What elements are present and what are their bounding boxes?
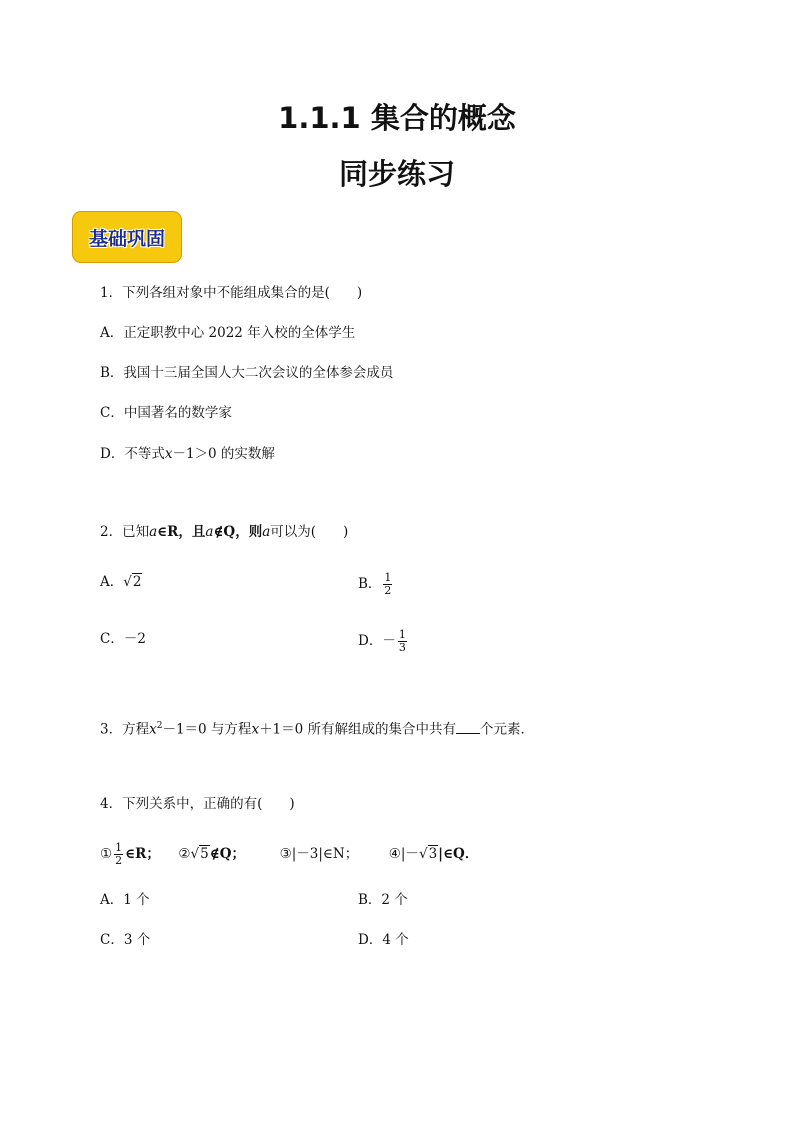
q2-notin-q: ∉Q，则 <box>213 524 263 540</box>
q2-option-a <box>100 572 142 592</box>
fraction <box>114 842 123 867</box>
sqrt-symbol: √3 <box>418 846 438 862</box>
q2-option-d <box>358 629 409 654</box>
q4-i4-prefix: ④|－ <box>388 846 419 862</box>
q1-option-b: B．我国十三届全国人大二次会议的全体参会成员 <box>100 365 394 381</box>
q4-i2-rel: ∉Q； <box>209 846 245 862</box>
sqrt-symbol: √2 <box>123 574 142 590</box>
q4-i1-mark: ① <box>100 846 113 862</box>
q4-option-a: A．1 个 <box>100 892 150 908</box>
fraction <box>383 572 392 597</box>
section-badge-label: 基础巩固 <box>88 227 165 250</box>
fraction-denominator: 2 <box>115 854 123 867</box>
q1-option-d <box>100 444 275 464</box>
q4-i2-mark: ② <box>178 846 191 862</box>
page-title: 1.1.1 集合的概念 <box>278 101 516 135</box>
fraction-numerator: 1 <box>398 628 406 641</box>
q3-exponent: 2 <box>156 721 163 731</box>
q2-a-radicand: 2 <box>132 574 142 590</box>
q3-prefix: 3．方程 <box>100 721 150 738</box>
page-subtitle: 同步练习 <box>338 157 455 191</box>
q4-i3: ③|－3|∈N； <box>279 846 359 862</box>
q4-i4-suffix: |∈Q． <box>438 846 479 862</box>
q4-stem: 4．下列关系中，正确的有( ) <box>100 796 295 812</box>
q1-d-suffix: －1＞0 的实数解 <box>172 446 275 462</box>
q2-stem <box>100 522 348 542</box>
q1-d-prefix: D．不等式 <box>100 446 165 462</box>
q2-stem-prefix: 2．已知 <box>100 524 150 540</box>
q2-d-label: D．－ <box>358 633 396 649</box>
q3-suffix: 个元素． <box>480 721 535 738</box>
answer-blank <box>456 721 480 734</box>
q1-d-var: x <box>164 446 173 462</box>
q2-option-b <box>358 572 394 597</box>
fraction-numerator: 1 <box>384 571 392 584</box>
q4-option-c: C．3 个 <box>100 932 151 948</box>
fraction-numerator: 1 <box>115 841 123 854</box>
q1-option-c: C．中国著名的数学家 <box>100 405 232 421</box>
q2-var-a-2: a <box>205 524 214 540</box>
q4-items <box>100 842 500 867</box>
q4-i2-radicand: 5 <box>200 846 209 862</box>
q3-var: x <box>149 721 157 738</box>
q3-mid1: －1＝0 与方程 <box>162 721 252 738</box>
q3-stem <box>100 716 534 740</box>
sqrt-symbol: √5 <box>190 846 209 862</box>
section-badge <box>72 211 182 263</box>
fraction <box>398 629 407 654</box>
q3-mid2: ＋1＝0 所有解组成的集合中共有 <box>259 721 457 738</box>
q1-stem: 1．下列各组对象中不能组成集合的是( ) <box>100 285 363 301</box>
q4-i4-radicand: 3 <box>428 846 438 862</box>
q4-option-d: D．4 个 <box>358 932 409 948</box>
q4-option-b: B．2 个 <box>358 892 408 908</box>
q1-option-a: A．正定职教中心 2022 年入校的全体学生 <box>100 325 356 341</box>
q2-var-a-3: a <box>262 524 271 540</box>
fraction-denominator: 3 <box>398 641 406 654</box>
fraction-denominator: 2 <box>384 584 392 597</box>
q2-b-label: B． <box>358 576 382 592</box>
q4-i1-rel: ∈R； <box>125 846 160 862</box>
q3-var-2: x <box>251 721 260 738</box>
q2-option-c: C．－2 <box>100 631 146 647</box>
q2-a-label: A． <box>100 574 124 590</box>
q2-in-r: ∈R，且 <box>157 524 206 540</box>
q2-var-a: a <box>149 524 158 540</box>
q2-stem-suffix: 可以为( ) <box>270 524 349 540</box>
